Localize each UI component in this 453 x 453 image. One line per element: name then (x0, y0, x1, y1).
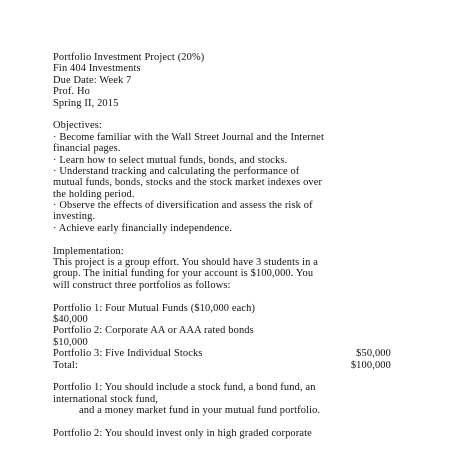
total-row (53, 360, 391, 371)
objective-line: · Observe the effects of diversification and assess the risk of (53, 200, 313, 212)
due-date: Due Date: Week 7 (53, 74, 132, 86)
implementation-line: This project is a group effort. You should have 3 students in a (53, 257, 318, 269)
portfolio-1-detail-line: and a money market fund in your mutual fund portfolio. (79, 405, 321, 417)
portfolio-1-detail-line: international stock fund, (53, 393, 159, 405)
total-label: Total: (53, 359, 78, 371)
project-title: Portfolio Investment Project (20%) (53, 52, 205, 63)
objective-line: · Learn how to select mutual funds, bonds, and stocks. (53, 154, 288, 166)
objectives-heading: Objectives: (53, 120, 102, 132)
objective-line: · Achieve early financially independence. (53, 222, 232, 234)
portfolio-1-amount: $40,000 (53, 313, 88, 325)
spacer (53, 371, 391, 382)
portfolio-1-detail-line: Portfolio 1: You should include a stock fund, a bond fund, an (53, 382, 316, 394)
objective-line: · Become familiar with the Wall Street Journal and the Internet (53, 131, 324, 143)
spacer (53, 109, 391, 120)
portfolio-2-label: Portfolio 2: Corporate AA or AAA rated bonds (53, 325, 254, 337)
portfolio-2-amount: $10,000 (53, 336, 88, 348)
spacer (53, 234, 391, 245)
implementation-line: group. The initial funding for your account is $100,000. You (53, 268, 314, 280)
portfolio-2-detail-line: Portfolio 2: You should invest only in high graded corporate (53, 427, 312, 439)
objective-line: investing. (53, 211, 96, 223)
implementation-heading: Implementation: (53, 245, 124, 257)
objective-line: · Understand tracking and calculating the performance of (53, 165, 300, 177)
objective-line: mutual funds, bonds, stocks and the stock market indexes over (53, 177, 323, 189)
portfolio-3-label: Portfolio 3: Five Individual Stocks (53, 348, 203, 360)
portfolio-3-amount: $50,000 (356, 348, 391, 360)
spacer (53, 291, 391, 302)
total-amount: $100,000 (350, 359, 391, 371)
spacer (53, 417, 391, 428)
implementation-line: will construct three portfolios as follows: (53, 279, 231, 291)
portfolio-3-row (53, 348, 391, 359)
course-name: Fin 404 Investments (53, 63, 141, 75)
professor-name: Prof. Ho (53, 86, 90, 98)
objective-line: financial pages. (53, 143, 121, 155)
portfolio-1-label: Portfolio 1: Four Mutual Funds ($10,000 each) (53, 302, 256, 314)
document-body (53, 52, 391, 439)
term: Spring II, 2015 (53, 97, 119, 109)
objective-line: the holding period. (53, 188, 135, 200)
